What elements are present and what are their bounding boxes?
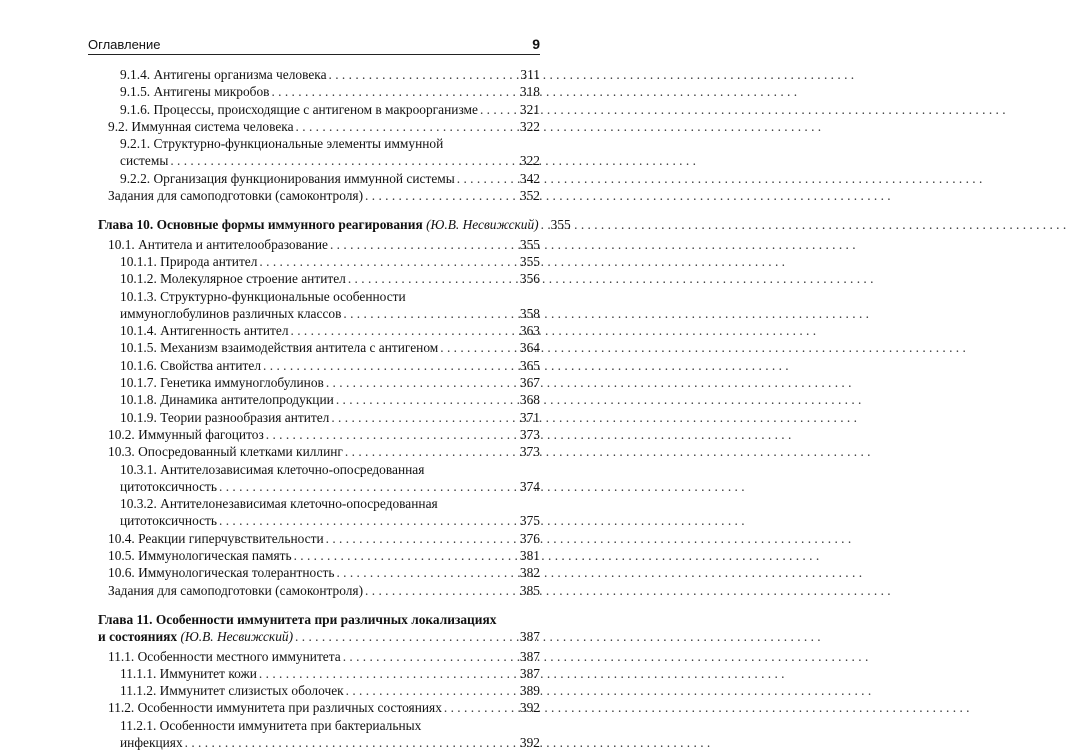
toc-entry-page: 392: [519, 734, 540, 750]
toc-entry-title: 11.1.2. Иммунитет слизистых оболочек: [120, 683, 344, 699]
toc-entry-page: 387: [519, 665, 540, 681]
toc-entry-title: 11.2. Особенности иммунитета при различных состояниях: [108, 700, 442, 716]
toc-entry-title: 9.1.6. Процессы, происходящие с антигеном в макроорганизме: [120, 101, 478, 117]
toc-entry-page: 355: [519, 236, 540, 252]
toc-entry-page: 387: [519, 648, 540, 664]
toc-entry-title: 10.1.3. Структурно-функциональные особенности: [120, 288, 406, 304]
toc-entry-title: 10.3.2. Антителонезависимая клеточно-опосредованная: [120, 496, 438, 512]
dot-leader: [341, 305, 518, 322]
dot-leader: [261, 357, 518, 374]
toc-entry[interactable]: [88, 564, 540, 581]
toc-entry[interactable]: [88, 682, 540, 699]
toc-entry[interactable]: [88, 135, 540, 170]
dot-leader: [324, 530, 518, 547]
toc-entry-title: 10.1.5. Механизм взаимодействия антитела с антигеном: [120, 340, 439, 356]
dot-leader: [217, 478, 518, 495]
toc-entry-page: 321: [519, 101, 540, 117]
toc-entry[interactable]: [88, 409, 540, 426]
toc-entry[interactable]: [88, 443, 540, 460]
dot-leader: [334, 564, 517, 581]
toc-entry[interactable]: [88, 495, 540, 530]
toc-entry-page: 368: [519, 392, 540, 408]
toc-entry[interactable]: [88, 648, 540, 665]
dot-leader: [257, 665, 518, 682]
toc-entry[interactable]: [88, 339, 540, 356]
toc-entry-title: и состояниях (Ю.В. Несвижский): [98, 629, 294, 645]
toc-entry-page: 311: [520, 67, 540, 82]
dot-leader: [324, 374, 518, 391]
toc-entry[interactable]: [88, 374, 540, 391]
dot-leader: [269, 83, 517, 100]
toc-entry-page: 382: [519, 565, 540, 581]
dot-leader: [442, 699, 518, 716]
toc-entry-page: 367: [519, 375, 540, 391]
toc-entry[interactable]: [88, 530, 540, 547]
toc-entry-title: иммуноглобулинов различных классов: [120, 305, 342, 321]
toc-entry-page: 342: [519, 170, 540, 186]
toc-entry-title: 10.4. Реакции гиперчувствительности: [108, 530, 324, 546]
toc-entry-author: (Ю.В. Несвижский): [180, 629, 294, 645]
toc-entry-title: 10.3. Опосредованный клетками киллинг: [108, 444, 343, 460]
toc-entry-title: 10.1. Антитела и антителообразование: [108, 236, 328, 252]
toc-entry-title: 9.1.4. Антигены организма человека: [120, 67, 327, 82]
toc-entry-page: 364: [519, 340, 540, 356]
toc-entry[interactable]: [88, 187, 540, 204]
toc-entry[interactable]: [88, 288, 540, 323]
toc-chapter-entry[interactable]: [88, 216, 571, 233]
toc-entry-page: 355: [550, 217, 571, 233]
toc-entry-page: 373: [519, 444, 540, 460]
dot-leader: [328, 236, 518, 253]
toc-entry-page: 356: [519, 271, 540, 287]
page-header: [88, 36, 540, 52]
toc-entry[interactable]: [88, 357, 540, 374]
toc-entry-page: 365: [519, 357, 540, 373]
toc-entry[interactable]: [88, 253, 540, 270]
dot-leader: [168, 152, 518, 169]
dot-leader: [343, 443, 518, 460]
toc-entry-page: 392: [519, 700, 540, 716]
table-of-contents: [88, 66, 571, 751]
dot-leader: [257, 253, 517, 270]
dot-leader: [293, 628, 518, 645]
toc-entry[interactable]: [88, 236, 540, 253]
toc-entry-title: инфекциях: [120, 734, 183, 750]
dot-leader: [438, 339, 518, 356]
toc-entry-title: 10.1.7. Генетика иммуноглобулинов: [120, 375, 324, 391]
toc-entry[interactable]: [88, 426, 540, 443]
toc-entry-title: 10.5. Иммунологическая память: [108, 548, 292, 564]
dot-leader: [455, 170, 518, 187]
toc-entry-title: 9.1.5. Антигены микробов: [120, 84, 270, 100]
dot-leader: [341, 648, 518, 665]
toc-entry-page: 363: [519, 323, 540, 339]
toc-entry-title: 10.1.9. Теории разнообразия антител: [120, 409, 330, 425]
toc-chapter-entry[interactable]: [88, 611, 540, 646]
toc-entry[interactable]: [88, 699, 540, 716]
toc-entry[interactable]: [88, 665, 540, 682]
toc-entry-title: Глава 11. Особенности иммунитета при различных локализациях: [98, 611, 497, 627]
toc-entry-page: 318: [519, 84, 540, 100]
toc-entry-title: 11.1. Особенности местного иммунитета: [108, 648, 341, 664]
toc-entry-title: 10.6. Иммунологическая толерантность: [108, 565, 335, 581]
toc-entry-page: 389: [519, 683, 540, 699]
toc-entry-title: 10.1.4. Антигенность антител: [120, 323, 289, 339]
toc-entry-title: цитотоксичность: [120, 478, 218, 494]
toc-entry-title: 10.1.6. Свойства антител: [120, 357, 262, 373]
toc-entry-title: 10.1.1. Природа антител: [120, 253, 258, 269]
toc-entry-title: 10.2. Иммунный фагоцитоз: [108, 426, 264, 442]
toc-entry-title: 9.2.2. Организация функционирования иммунной системы: [120, 170, 455, 186]
dot-leader: [289, 322, 518, 339]
toc-entry-page: 371: [519, 409, 540, 425]
dot-leader: [183, 734, 518, 751]
toc-entry-page: 381: [519, 548, 540, 564]
dot-leader: [294, 118, 518, 135]
toc-entry-page: 322: [519, 118, 540, 134]
toc-entry[interactable]: [88, 461, 540, 496]
dot-leader: [217, 512, 518, 529]
toc-entry[interactable]: [88, 322, 540, 339]
toc-entry-page: 352: [519, 188, 540, 204]
dot-leader: [363, 582, 518, 599]
toc-entry-title: 10.1.2. Молекулярное строение антител: [120, 271, 346, 287]
toc-entry-title: 9.2.1. Структурно-функциональные элементы иммунной: [120, 136, 444, 152]
toc-entry-page: 385: [519, 582, 540, 598]
toc-entry-title: 10.1.8. Динамика антителопродукции: [120, 392, 334, 408]
toc-entry[interactable]: [88, 118, 540, 135]
toc-entry-author: (Ю.В. Несвижский): [426, 217, 539, 233]
toc-entry[interactable]: [88, 547, 540, 564]
toc-entry[interactable]: [88, 270, 540, 287]
toc-entry-page: 374: [519, 478, 540, 494]
toc-entry[interactable]: [88, 66, 540, 83]
toc-entry[interactable]: [88, 101, 540, 118]
toc-entry-title: Глава 10. Основные формы иммунного реагирования (Ю.В. Несвижский): [98, 217, 539, 233]
toc-entry-page: 358: [519, 305, 540, 321]
dot-leader: [329, 409, 518, 426]
dot-leader: [344, 682, 518, 699]
dot-leader: [327, 66, 519, 83]
page-number: 9: [532, 36, 540, 52]
dot-leader: [478, 101, 518, 118]
toc-entry[interactable]: [88, 170, 540, 187]
toc-entry-title: Задания для самоподготовки (самоконтроля): [108, 188, 364, 204]
toc-entry[interactable]: [88, 717, 540, 751]
toc-entry-page: 387: [519, 629, 540, 645]
toc-entry-title: Задания для самоподготовки (самоконтроля): [108, 582, 364, 598]
toc-entry-page: 375: [519, 513, 540, 529]
toc-entry-title: системы: [120, 153, 169, 169]
running-header-title: Оглавление: [88, 37, 161, 52]
dot-leader: [264, 426, 518, 443]
header-rule: [88, 54, 540, 55]
toc-entry[interactable]: [88, 391, 540, 408]
toc-entry-title: 11.1.1. Иммунитет кожи: [120, 665, 257, 681]
dot-leader: [346, 270, 518, 287]
dot-leader: [539, 216, 549, 233]
toc-entry-title: цитотоксичность: [120, 513, 218, 529]
toc-entry-title: 9.2. Иммунная система человека: [108, 118, 294, 134]
toc-entry-page: 373: [519, 426, 540, 442]
toc-entry-title: 10.3.1. Антителозависимая клеточно-опосредованная: [120, 461, 425, 477]
dot-leader: [363, 187, 518, 204]
dot-leader: [292, 547, 518, 564]
toc-entry[interactable]: [88, 582, 540, 599]
toc-entry-page: 355: [519, 253, 540, 269]
toc-entry-title: 11.2.1. Особенности иммунитета при бактериальных: [120, 717, 422, 733]
toc-entry-page: 322: [519, 153, 540, 169]
dot-leader: [334, 391, 518, 408]
toc-entry[interactable]: [88, 83, 540, 100]
toc-entry-page: 376: [519, 530, 540, 546]
